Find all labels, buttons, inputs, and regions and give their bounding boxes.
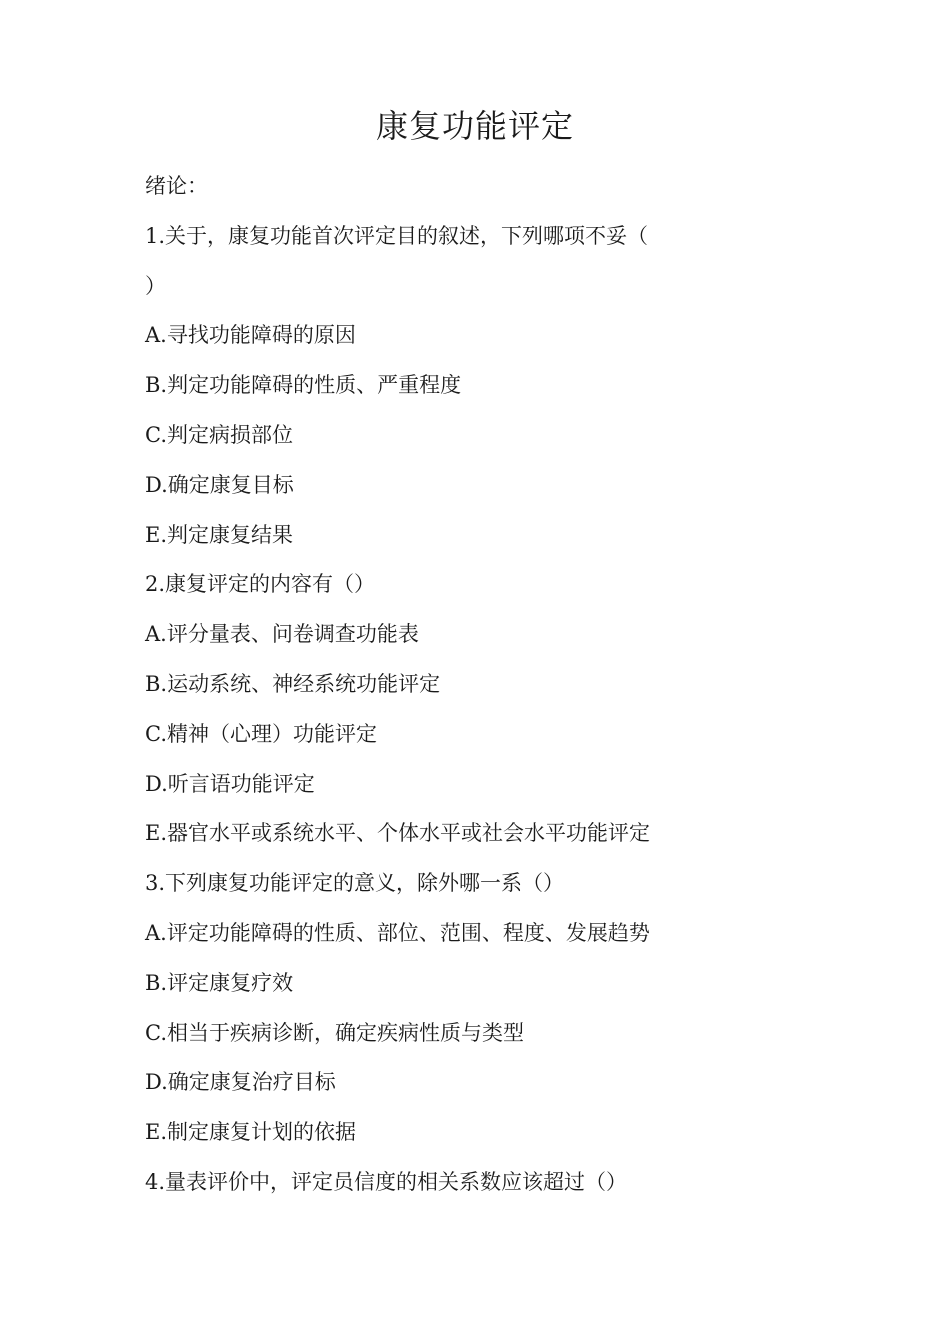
section-heading: 绪论： — [145, 174, 208, 198]
document-title: 康复功能评定 — [375, 107, 574, 145]
question-1-option-c: C.判定病损部位 — [145, 422, 293, 447]
question-3-option-c: C.相当于疾病诊断，确定疾病性质与类型 — [145, 1020, 524, 1045]
question-3-option-d: D.确定康复治疗目标 — [145, 1070, 336, 1095]
question-3-option-a: A.评定功能障碍的性质、部位、范围、程度、发展趋势 — [145, 920, 650, 945]
question-4: 4.量表评价中，评定员信度的相关系数应该超过（） — [145, 1169, 628, 1194]
question-1: 1.关于，康复功能首次评定目的叙述，下列哪项不妥（ — [145, 223, 649, 248]
question-1-option-a: A.寻找功能障碍的原因 — [145, 323, 356, 348]
question-3-option-b: B.评定康复疗效 — [145, 970, 294, 995]
question-3-option-e: E.制定康复计划的依据 — [145, 1120, 357, 1145]
question-2-option-b: B.运动系统、神经系统功能评定 — [145, 671, 441, 696]
question-2-option-d: D.听言语功能评定 — [145, 771, 315, 796]
document-body — [145, 166, 845, 1212]
question-1-option-d: D.确定康复目标 — [145, 472, 294, 497]
question-1-option-b: B.判定功能障碍的性质、严重程度 — [145, 373, 462, 398]
question-1-option-e: E.判定康复结果 — [145, 522, 294, 547]
question-2-option-e: E.器官水平或系统水平、个体水平或社会水平功能评定 — [145, 821, 651, 846]
question-2-option-c: C.精神（心理）功能评定 — [145, 721, 377, 746]
question-3: 3.下列康复功能评定的意义，除外哪一系（） — [145, 871, 565, 896]
question-2: 2.康复评定的内容有（） — [145, 572, 376, 597]
question-2-option-a: A.评分量表、问卷调查功能表 — [145, 622, 419, 647]
question-1-continuation: ） — [145, 273, 166, 298]
